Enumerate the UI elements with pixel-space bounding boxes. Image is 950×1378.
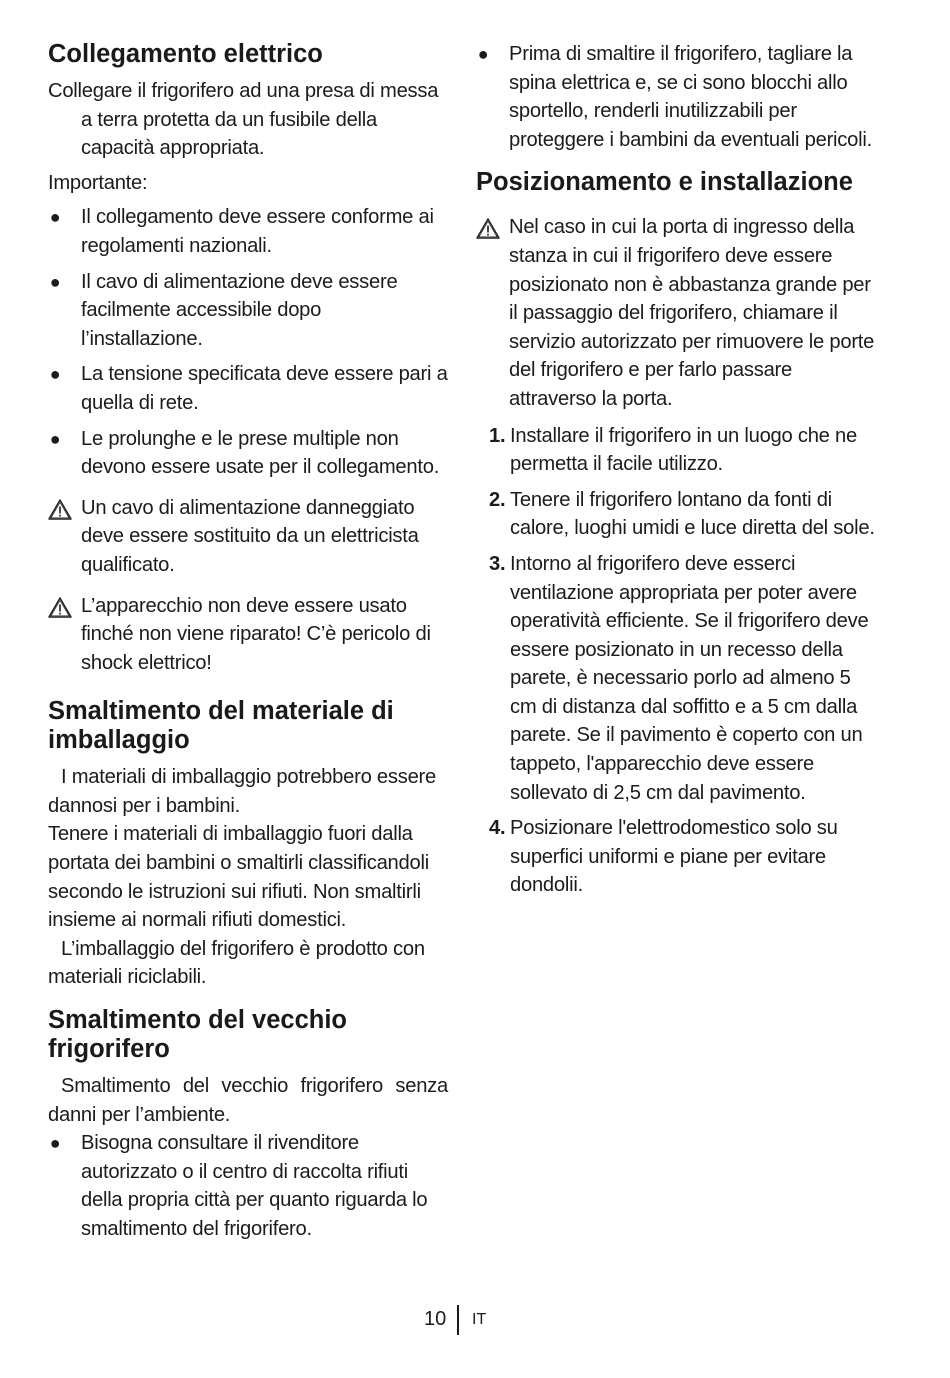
bullet-dot-icon: ● — [477, 44, 489, 64]
numbered-step — [476, 486, 878, 543]
page-number: 10 — [424, 1308, 447, 1330]
section-electrical — [48, 40, 448, 677]
step-text: Intorno al frigorifero deve esserci ventilazione appropriata per poter avere operatività efficiente. Se il frigorifero deve essere posizionato in un recesso della parete, è necessario porlo ad almeno 5 cm di distanza dal soffitto e a 5 cm dalla parete. Se il pavimento è coperto con un tappeto, l'apparecchio deve essere sollevato di 2,5 cm dal pavimento. — [510, 552, 869, 804]
list-item-text: La tensione specificata deve essere pari a quella di rete. — [81, 363, 448, 414]
warning-note — [48, 494, 448, 580]
step-text: Posizionare l'elettrodomestico solo su superfici uniformi e piane per evitare dondolii. — [510, 817, 838, 897]
warning-text: L’apparecchio non deve essere usato finché non viene riparato! C’è pericolo di shock elettrico! — [81, 594, 431, 674]
section-title-positioning: Posizionamento e installazione — [476, 168, 853, 197]
section-packaging — [48, 697, 448, 992]
right-column — [476, 40, 878, 907]
bullet-dot-icon: ● — [49, 364, 61, 385]
warning-note — [476, 213, 878, 413]
section-title-packaging: Smaltimento del materiale di imballaggio — [48, 697, 394, 755]
left-column — [48, 40, 448, 1251]
warning-note — [48, 592, 448, 678]
section-old-fridge — [48, 1006, 448, 1244]
numbered-step — [476, 814, 878, 900]
list-item — [48, 425, 448, 482]
page-footer — [0, 1304, 950, 1336]
numbered-step — [476, 550, 878, 807]
list-item — [48, 268, 448, 354]
list-item — [48, 203, 448, 260]
packaging-paragraph-3: L’imballaggio del frigorifero è prodotto con materiali riciclabili. — [48, 937, 425, 989]
warning-triangle-icon — [48, 498, 72, 520]
list-item-text: Il collegamento deve essere conforme ai regolamenti nazionali. — [81, 206, 434, 257]
language-code: IT — [472, 1311, 487, 1328]
list-item-text: Il cavo di alimentazione deve essere facilmente accessibile dopo l’installazione. — [81, 270, 398, 350]
important-label: Importante: — [48, 171, 148, 194]
packaging-paragraph-2: Tenere i materiali di imballaggio fuori dalla portata dei bambini o smaltirli classificandoli secondo le istruzioni sui rifiuti. Non smaltirli insieme ai normali rifiuti domestici. — [48, 823, 429, 932]
list-item-text: Bisogna consultare il rivenditore autorizzato o il centro di raccolta rifiuti della propria città per quanto riguarda lo smaltimento del frigorifero. — [81, 1132, 428, 1240]
list-item-text: Prima di smaltire il frigorifero, tagliare la spina elettrica e, se ci sono blocchi allo sportello, renderli inutilizzabili per proteggere i bambini da eventuali pericoli. — [509, 43, 872, 151]
footer-divider — [457, 1305, 459, 1335]
list-item-text: Le prolunghe e le prese multiple non devono essere usate per il collegamento. — [81, 427, 440, 479]
section-title-electrical: Collegamento elettrico — [48, 40, 323, 68]
list-item — [48, 360, 448, 417]
warning-text: Nel caso in cui la porta di ingresso della stanza in cui il frigorifero deve essere posizionato non è abbastanza grande per il passaggio del frigorifero, chiamare il servizio autorizzato per rimuovere le porte del frigorifero e per farlo passare attraverso la porta. — [509, 216, 875, 410]
step-text: Installare il frigorifero in un luogo che ne permetta il facile utilizzo. — [510, 424, 857, 476]
electrical-intro: Collegare il frigorifero ad una presa di messa a terra protetta da un fusibile della capacità appropriata. — [48, 80, 439, 160]
bullet-dot-icon: ● — [49, 207, 61, 228]
warning-triangle-icon — [48, 596, 72, 618]
section-title-old-fridge: Smaltimento del vecchio frigorifero — [48, 1006, 348, 1064]
step-text: Tenere il frigorifero lontano da fonti di calore, luoghi umidi e luce diretta del sole. — [510, 488, 875, 540]
step-number: 4. — [489, 817, 506, 840]
numbered-step — [476, 422, 878, 479]
list-item — [476, 40, 878, 154]
old-fridge-paragraph: Smaltimento del vecchio frigorifero senza danni per l’ambiente. — [48, 1075, 448, 1126]
warning-text: Un cavo di alimentazione danneggiato deve essere sostituito da un elettricista qualificato. — [81, 496, 419, 576]
step-number: 1. — [489, 424, 506, 447]
list-item — [48, 1129, 448, 1243]
warning-triangle-icon — [476, 217, 500, 239]
bullet-dot-icon: ● — [49, 428, 61, 449]
step-number: 2. — [489, 488, 506, 511]
step-number: 3. — [489, 552, 506, 575]
bullet-dot-icon: ● — [49, 1133, 61, 1154]
packaging-paragraph-1: I materiali di imballaggio potrebbero essere dannosi per i bambini. — [48, 766, 437, 817]
section-positioning — [476, 168, 878, 900]
bullet-dot-icon: ● — [49, 271, 61, 292]
